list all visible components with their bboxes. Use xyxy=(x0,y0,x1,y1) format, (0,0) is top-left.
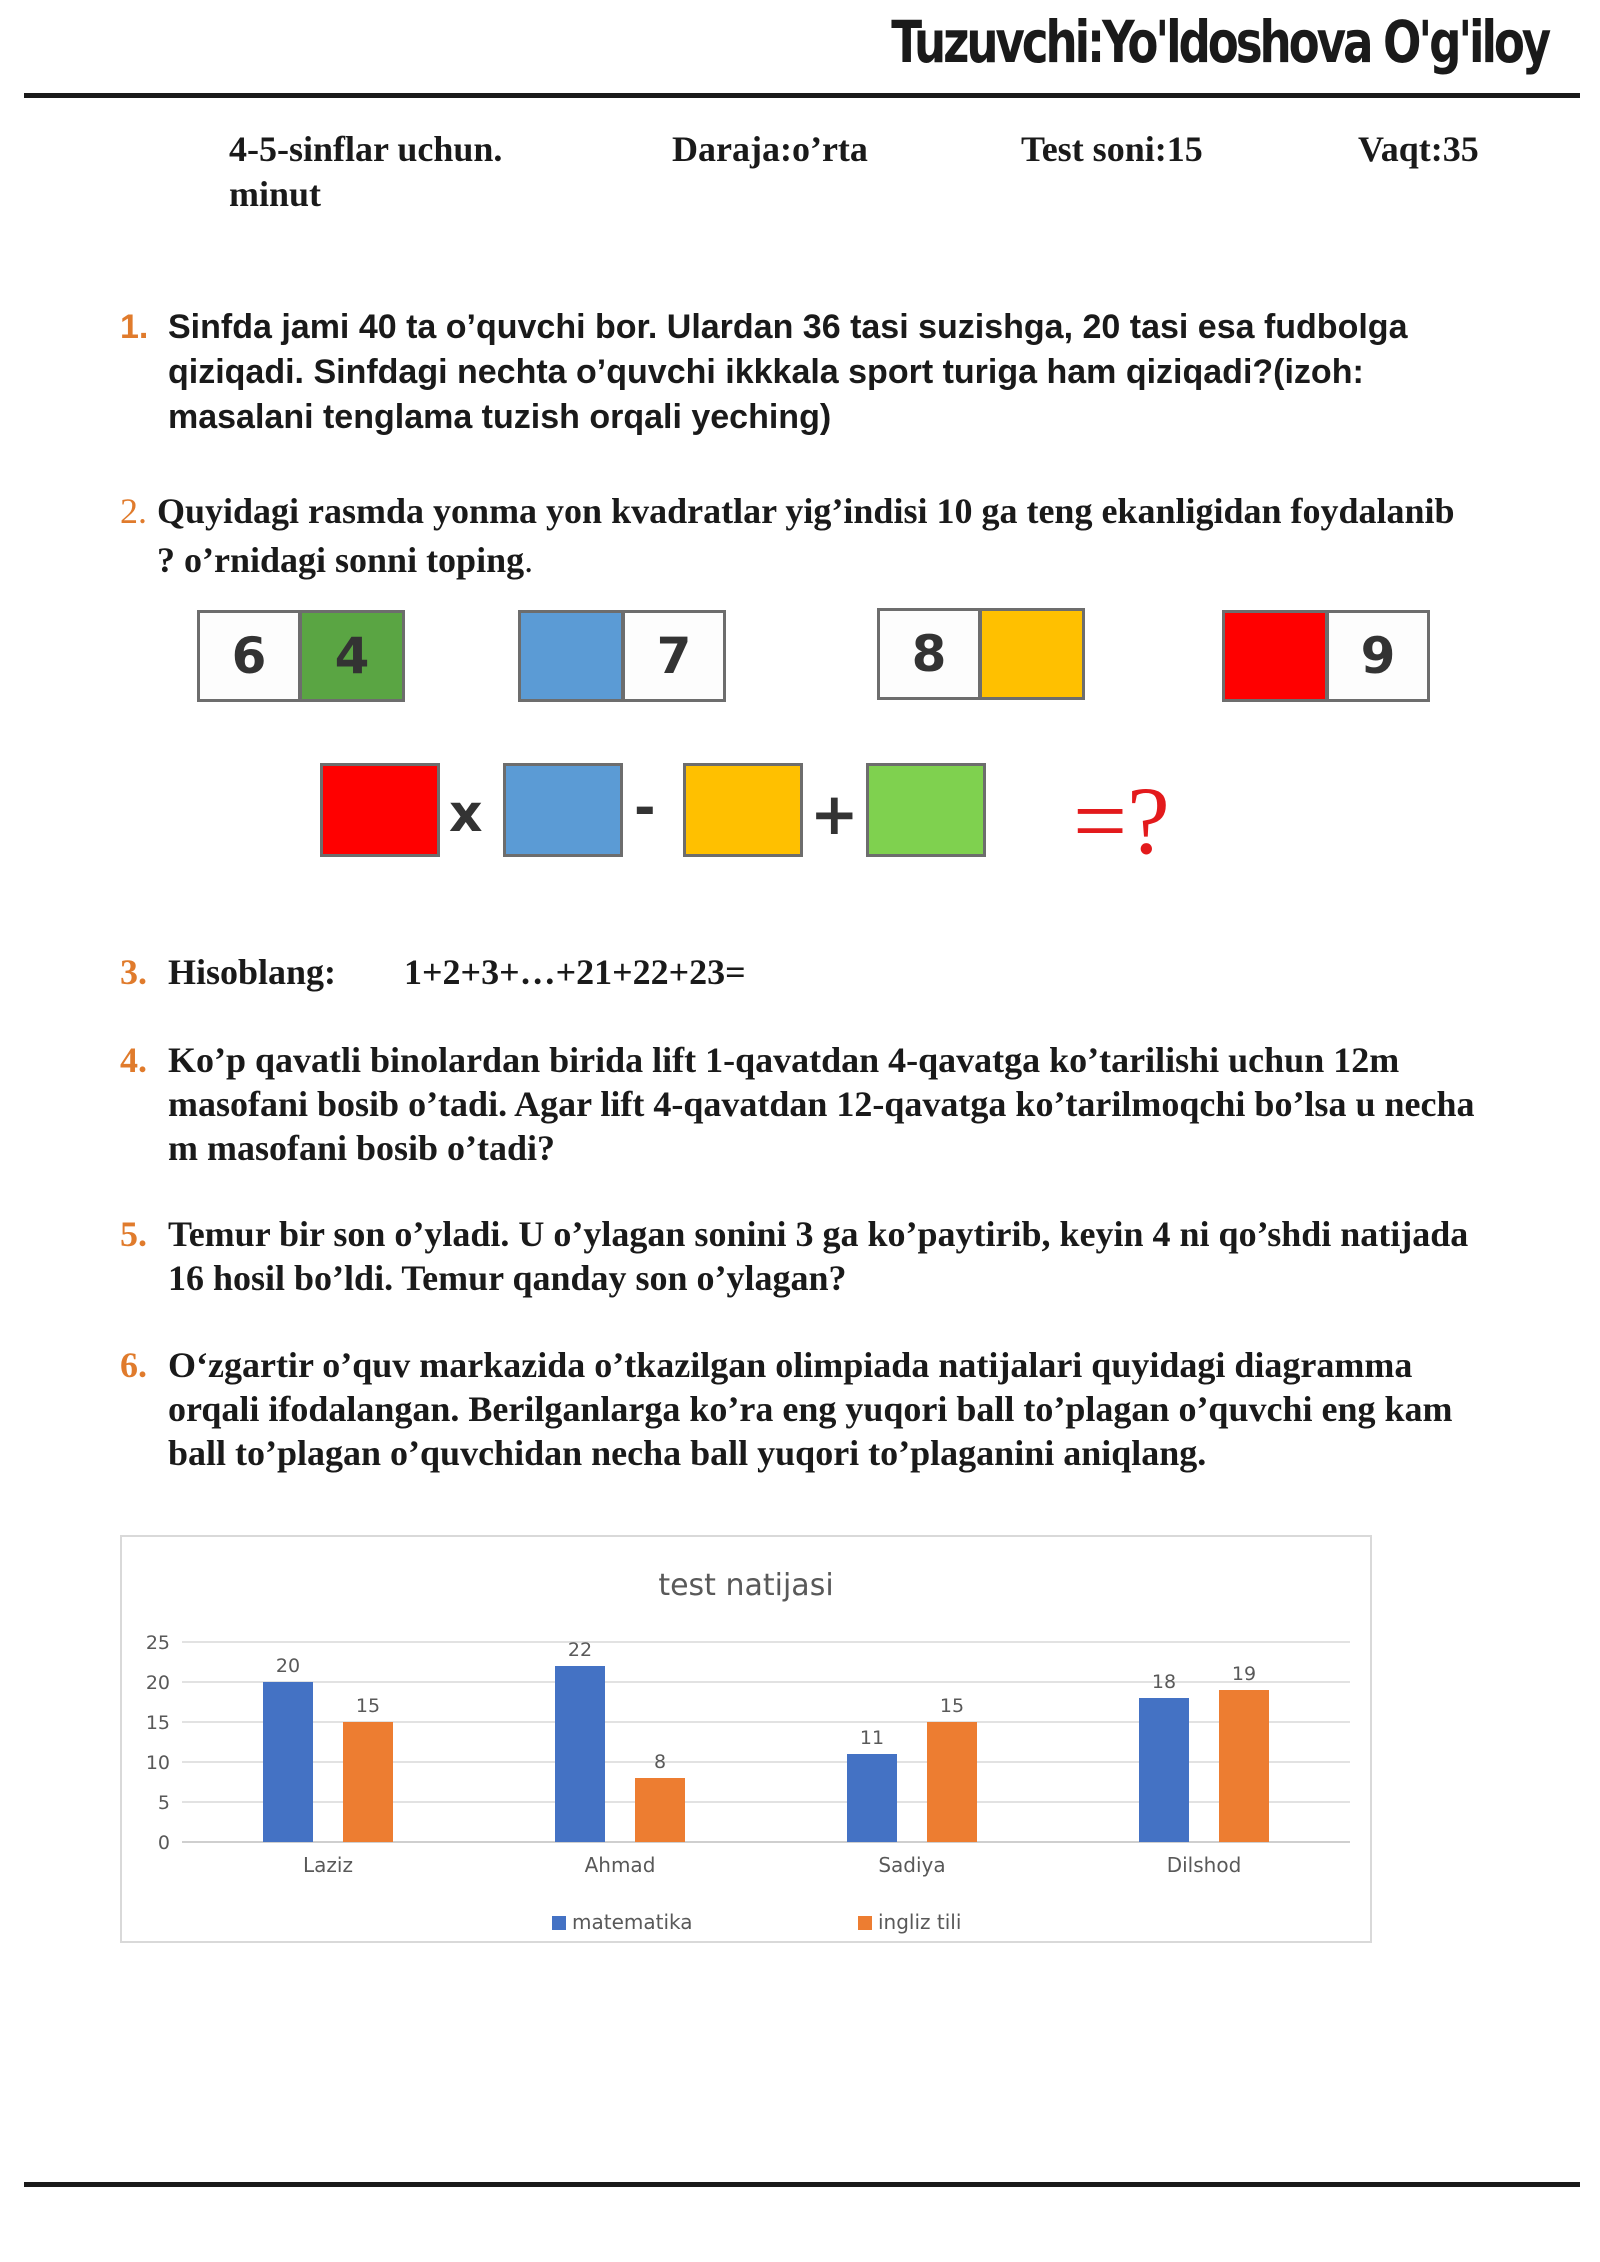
bar xyxy=(927,1722,977,1842)
data-label: 22 xyxy=(567,1639,593,1661)
question-number: 1. xyxy=(120,308,149,346)
y-tick-label: 0 xyxy=(157,1832,170,1854)
plus-operator: + xyxy=(810,780,859,848)
question-text-end: . xyxy=(524,540,534,580)
data-label: 11 xyxy=(859,1727,885,1749)
pair-1-colored-number: 4 xyxy=(299,610,405,702)
question-text: Ko’p qavatli binolardan birida lift 1-qavatdan 4-qavatga ko’tarilishi uchun 12m masofani bosib o’tadi. Agar lift 4-qavatdan 12-qavatga ko’tarilmoqchi bo’lsa u necha m masofani bosib o’tadi? xyxy=(168,1040,1475,1168)
expr-yellow-square xyxy=(683,763,803,857)
expr-red-square xyxy=(320,763,440,857)
question-number: 6. xyxy=(120,1345,147,1385)
time-unit-label: minut xyxy=(229,174,322,214)
question-4 xyxy=(120,1038,1480,1170)
test-count-label: Test soni:15 xyxy=(1021,129,1203,169)
data-label: 19 xyxy=(1231,1663,1257,1685)
question-text-body: Quyidagi rasmda yonma yon kvadratlar yig’indisi 10 ga teng ekanligidan foydalanib ? o’rnidagi sonni toping xyxy=(157,491,1455,580)
question-number: 3. xyxy=(120,952,147,992)
time-label: Vaqt:35 xyxy=(1358,129,1479,169)
level-label: Daraja:o’rta xyxy=(672,129,868,169)
bar-chart xyxy=(120,1535,1372,1943)
pair-4-number: 9 xyxy=(1326,610,1430,702)
x-tick-label: Dilshod xyxy=(1166,1853,1242,1877)
equals-question: =? xyxy=(1073,767,1170,874)
x-tick-label: Sadiya xyxy=(878,1853,946,1877)
question-6 xyxy=(120,1343,1480,1475)
question-text xyxy=(157,487,1480,585)
question-text: Sinfda jami 40 ta o’quvchi bor. Ulardan 36 tasi suzishga, 20 tasi esa fudbolga qiziqadi. Sinfdagi nechta o’quvchi ikkkala sport turiga ham qiziqadi?(izoh: masalani tenglama tuzish orqali yeching) xyxy=(168,308,1408,436)
bar xyxy=(343,1722,393,1842)
pair-2-number: 7 xyxy=(622,610,726,702)
bar xyxy=(1219,1690,1269,1842)
expr-blue-square xyxy=(503,763,623,857)
question-text: O‘zgartir o’quv markazida o’tkazilgan olimpiada natijalari quyidagi diagramma orqali ifodalangan. Berilganlarga ko’ra eng yuqori ball to’plagan o’quvchi eng kam ball to’plagan o’quvchidan necha ball yuqori to’plaganini aniqlang. xyxy=(168,1345,1453,1473)
y-tick-label: 5 xyxy=(157,1792,170,1814)
grade-label: 4-5-sinflar uchun. xyxy=(229,129,503,169)
top-rule xyxy=(24,93,1580,98)
expr-green-square xyxy=(866,763,986,857)
pair-2-blue-square xyxy=(518,610,624,702)
minus-operator: - xyxy=(634,778,656,838)
question-expression: 1+2+3+…+21+22+23= xyxy=(404,952,746,992)
y-tick-label: 10 xyxy=(145,1752,170,1774)
chart-svg xyxy=(122,1537,1370,1941)
x-tick-label: Ahmad xyxy=(584,1853,656,1877)
legend-label: ingliz tili xyxy=(878,1910,962,1934)
question-text xyxy=(168,950,1480,994)
y-tick-label: 15 xyxy=(145,1712,170,1734)
data-label: 15 xyxy=(355,1695,381,1717)
question-number: 2. xyxy=(120,491,147,531)
question-3 xyxy=(120,950,1480,994)
bar xyxy=(847,1754,897,1842)
legend-swatch xyxy=(858,1916,872,1930)
data-label: 20 xyxy=(275,1655,301,1677)
question-number: 5. xyxy=(120,1214,147,1254)
y-tick-label: 20 xyxy=(145,1672,170,1694)
legend-swatch xyxy=(552,1916,566,1930)
bar xyxy=(1139,1698,1189,1842)
bottom-rule xyxy=(24,2182,1580,2187)
pair-3-yellow-square xyxy=(979,608,1085,700)
author-name: Tuzuvchi:Yo'ldoshova O'g'iloy xyxy=(891,8,1548,76)
question-2 xyxy=(120,487,1480,585)
legend-label: matematika xyxy=(572,1910,693,1934)
x-tick-label: Laziz xyxy=(303,1853,353,1877)
question-number: 4. xyxy=(120,1040,147,1080)
data-label: 15 xyxy=(939,1695,965,1717)
bar xyxy=(555,1666,605,1842)
question-5 xyxy=(120,1212,1480,1300)
pair-4-red-square xyxy=(1222,610,1328,702)
times-operator: x xyxy=(449,784,483,844)
pair-1-number: 6 xyxy=(197,610,301,702)
chart-title: test natijasi xyxy=(658,1568,834,1603)
y-tick-label: 25 xyxy=(145,1632,170,1654)
bar xyxy=(635,1778,685,1842)
pair-3-number: 8 xyxy=(877,608,981,700)
data-label: 18 xyxy=(1151,1671,1177,1693)
bar xyxy=(263,1682,313,1842)
question-label: Hisoblang: xyxy=(168,952,337,992)
question-text: Temur bir son o’yladi. U o’ylagan sonini 3 ga ko’paytirib, keyin 4 ni qo’shdi natijada 16 hosil bo’ldi. Temur qanday son o’ylagan? xyxy=(168,1214,1469,1298)
data-label: 8 xyxy=(653,1751,667,1773)
question-1 xyxy=(120,305,1480,440)
